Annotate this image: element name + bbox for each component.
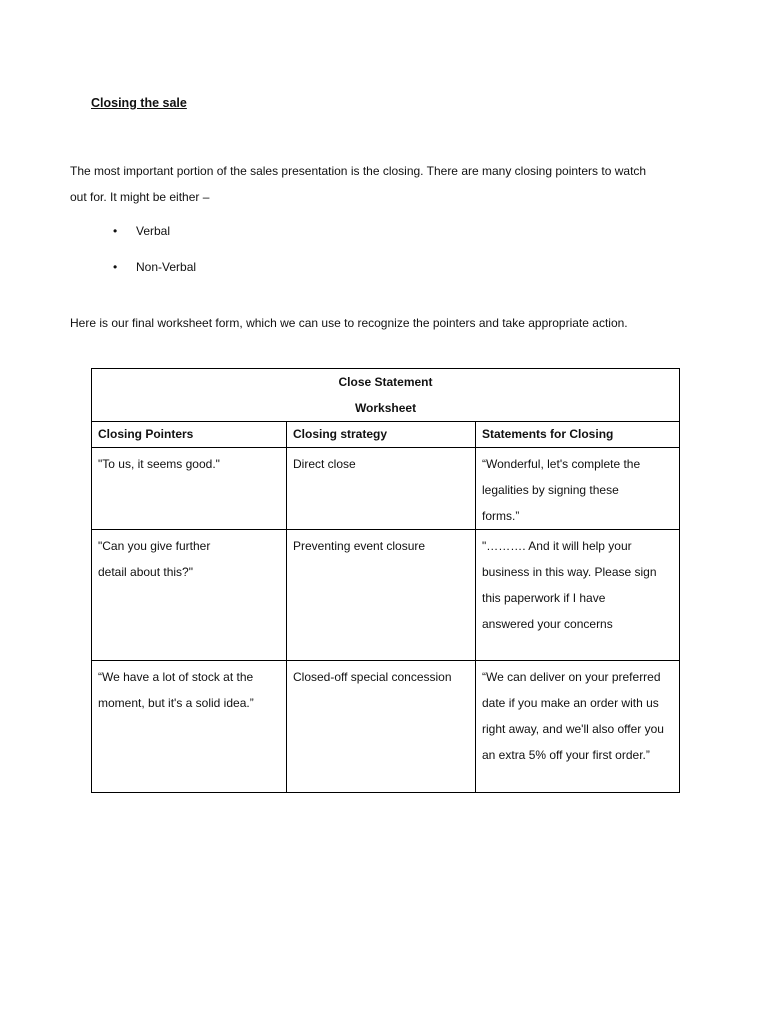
strategy-cell <box>287 448 476 530</box>
cell-text: moment, but it's a solid idea.” <box>98 696 254 710</box>
cell-text: answered your concerns <box>482 617 613 631</box>
cell-text: Preventing event closure <box>293 539 426 553</box>
table-row <box>92 661 680 793</box>
cell-text: date if you make an order with us <box>482 696 659 710</box>
intro-line: out for. It might be either – <box>70 190 210 204</box>
pointer-cell <box>92 448 287 530</box>
cell-text: Closed-off special concession <box>293 670 452 684</box>
cell-text: “We can deliver on your preferred <box>482 670 661 684</box>
cell-text: legalities by signing these <box>482 483 619 497</box>
bullet-icon: • <box>113 260 118 274</box>
list-item <box>113 221 196 257</box>
table-caption-row <box>92 369 680 422</box>
cell-text: this paperwork if I have <box>482 591 606 605</box>
column-header: Statements for Closing <box>476 422 680 448</box>
table-header-row <box>92 422 680 448</box>
worksheet-table <box>91 368 680 793</box>
cell-text: “We have a lot of stock at the <box>98 670 254 684</box>
bullet-text: Non-Verbal <box>136 260 197 274</box>
list-item <box>113 257 196 293</box>
cell-text: detail about this?" <box>98 565 193 579</box>
pointer-cell <box>92 530 287 661</box>
pointer-cell <box>92 661 287 793</box>
column-header: Closing Pointers <box>92 422 287 448</box>
table-caption <box>92 369 680 422</box>
cell-text: “Wonderful, let's complete the <box>482 457 641 471</box>
bullet-text: Verbal <box>136 224 171 238</box>
strategy-cell <box>287 661 476 793</box>
lead-paragraph: Here is our final worksheet form, which we can use to recognize the pointers and take appropriate action. <box>70 316 628 330</box>
cell-text: "………. And it will help your <box>482 539 632 553</box>
statement-cell <box>476 448 680 530</box>
cell-text: right away, and we'll also offer you <box>482 722 664 736</box>
cell-text: Direct close <box>293 457 356 471</box>
strategy-cell <box>287 530 476 661</box>
caption-line: Worksheet <box>354 401 417 415</box>
statement-cell <box>476 661 680 793</box>
caption-line: Close Statement <box>338 375 433 389</box>
cell-text: forms.” <box>482 509 520 523</box>
cell-text: an extra 5% off your first order.” <box>482 748 650 762</box>
page-title: Closing the sale <box>91 96 187 110</box>
table-row <box>92 448 680 530</box>
intro-line: The most important portion of the sales presentation is the closing. There are many closing pointers to watch <box>70 164 647 178</box>
cell-text: business in this way. Please sign <box>482 565 657 579</box>
table-row <box>92 530 680 661</box>
statement-cell <box>476 530 680 661</box>
column-header: Closing strategy <box>287 422 476 448</box>
cell-text: "Can you give further <box>98 539 211 553</box>
intro-paragraph <box>70 158 700 210</box>
cell-text: "To us, it seems good." <box>98 457 220 471</box>
bullet-list <box>113 221 196 293</box>
bullet-icon: • <box>113 224 118 238</box>
